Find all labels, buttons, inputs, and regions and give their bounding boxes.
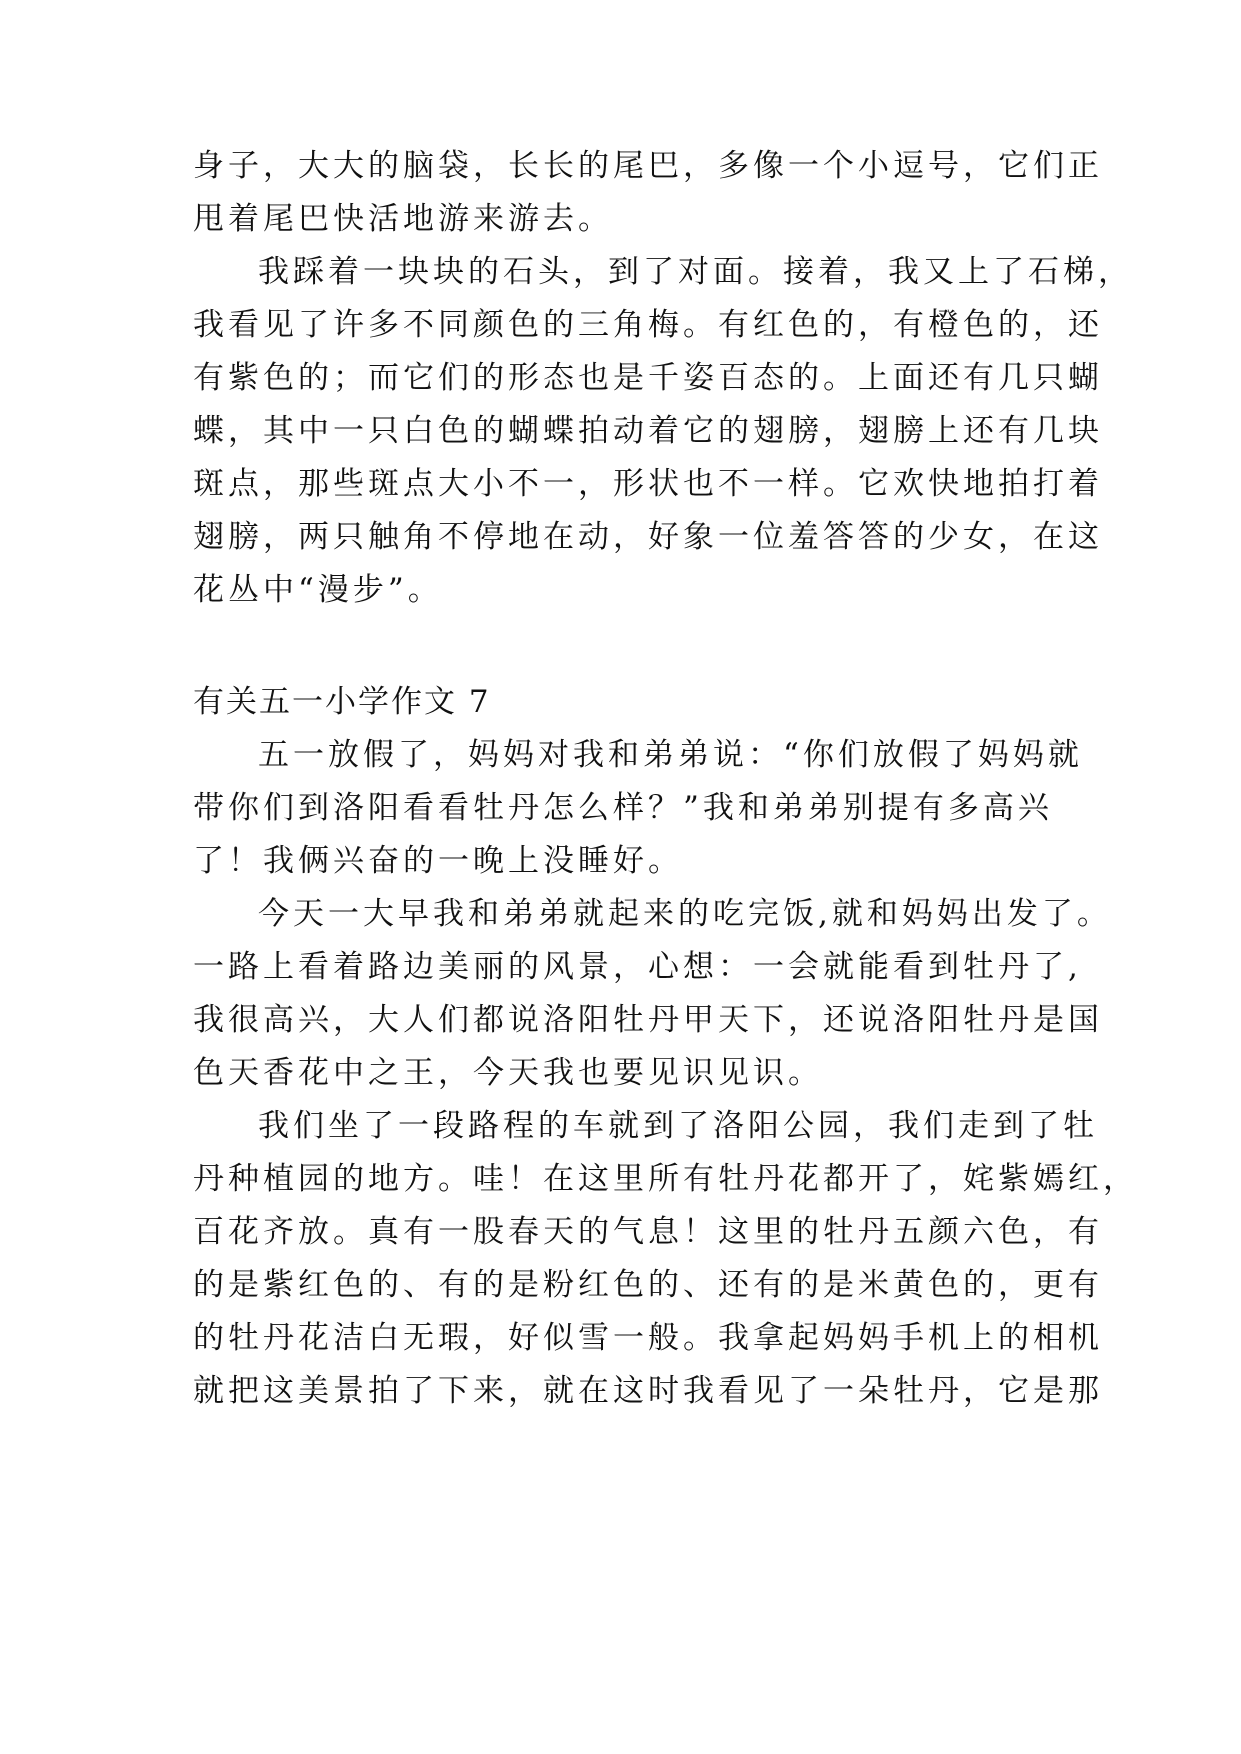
text-line: 丹种植园的地方。哇！在这里所有牡丹花都开了，姹紫嫣红， <box>193 1161 1138 1197</box>
text-line: 翅膀，两只触角不停地在动，好象一位羞答答的少女，在这 <box>193 519 1103 555</box>
text-line: 了！我俩兴奋的一晚上没睡好。 <box>193 843 683 879</box>
text-line: 我踩着一块块的石头，到了对面。接着，我又上了石梯， <box>258 254 1133 290</box>
text-line: 的牡丹花洁白无瑕，好似雪一般。我拿起妈妈手机上的相机 <box>193 1320 1103 1356</box>
text-line: 一路上看着路边美丽的风景，心想：一会就能看到牡丹了, <box>193 949 1082 985</box>
text-line: 百花齐放。真有一股春天的气息！这里的牡丹五颜六色，有 <box>193 1214 1103 1250</box>
text-line: 我看见了许多不同颜色的三角梅。有红色的，有橙色的，还 <box>193 307 1103 343</box>
text-line: 色天香花中之王，今天我也要见识见识。 <box>193 1055 823 1091</box>
text-line: 我很高兴，大人们都说洛阳牡丹甲天下，还说洛阳牡丹是国 <box>193 1002 1103 1038</box>
text-line: 身子，大大的脑袋，长长的尾巴，多像一个小逗号，它们正 <box>193 148 1103 184</box>
essay-heading: 有关五一小学作文 7 <box>193 684 491 720</box>
text-line: 斑点，那些斑点大小不一，形状也不一样。它欢快地拍打着 <box>193 466 1103 502</box>
text-line: 甩着尾巴快活地游来游去。 <box>193 201 613 237</box>
text-line: 就把这美景拍了下来，就在这时我看见了一朵牡丹，它是那 <box>193 1373 1103 1409</box>
text-line: 我们坐了一段路程的车就到了洛阳公园，我们走到了牡 <box>258 1108 1098 1144</box>
text-line: 五一放假了，妈妈对我和弟弟说：“你们放假了妈妈就 <box>258 737 1083 773</box>
text-line: 的是紫红色的、有的是粉红色的、还有的是米黄色的，更有 <box>193 1267 1103 1303</box>
text-line: 带你们到洛阳看看牡丹怎么样？”我和弟弟别提有多高兴 <box>193 790 1053 826</box>
text-line: 花丛中“漫步”。 <box>193 572 443 608</box>
text-line: 今天一大早我和弟弟就起来的吃完饭,就和妈妈出发了。 <box>258 896 1112 932</box>
text-line: 蝶，其中一只白色的蝴蝶拍动着它的翅膀，翅膀上还有几块 <box>193 413 1103 449</box>
text-line: 有紫色的；而它们的形态也是千姿百态的。上面还有几只蝴 <box>193 360 1103 396</box>
